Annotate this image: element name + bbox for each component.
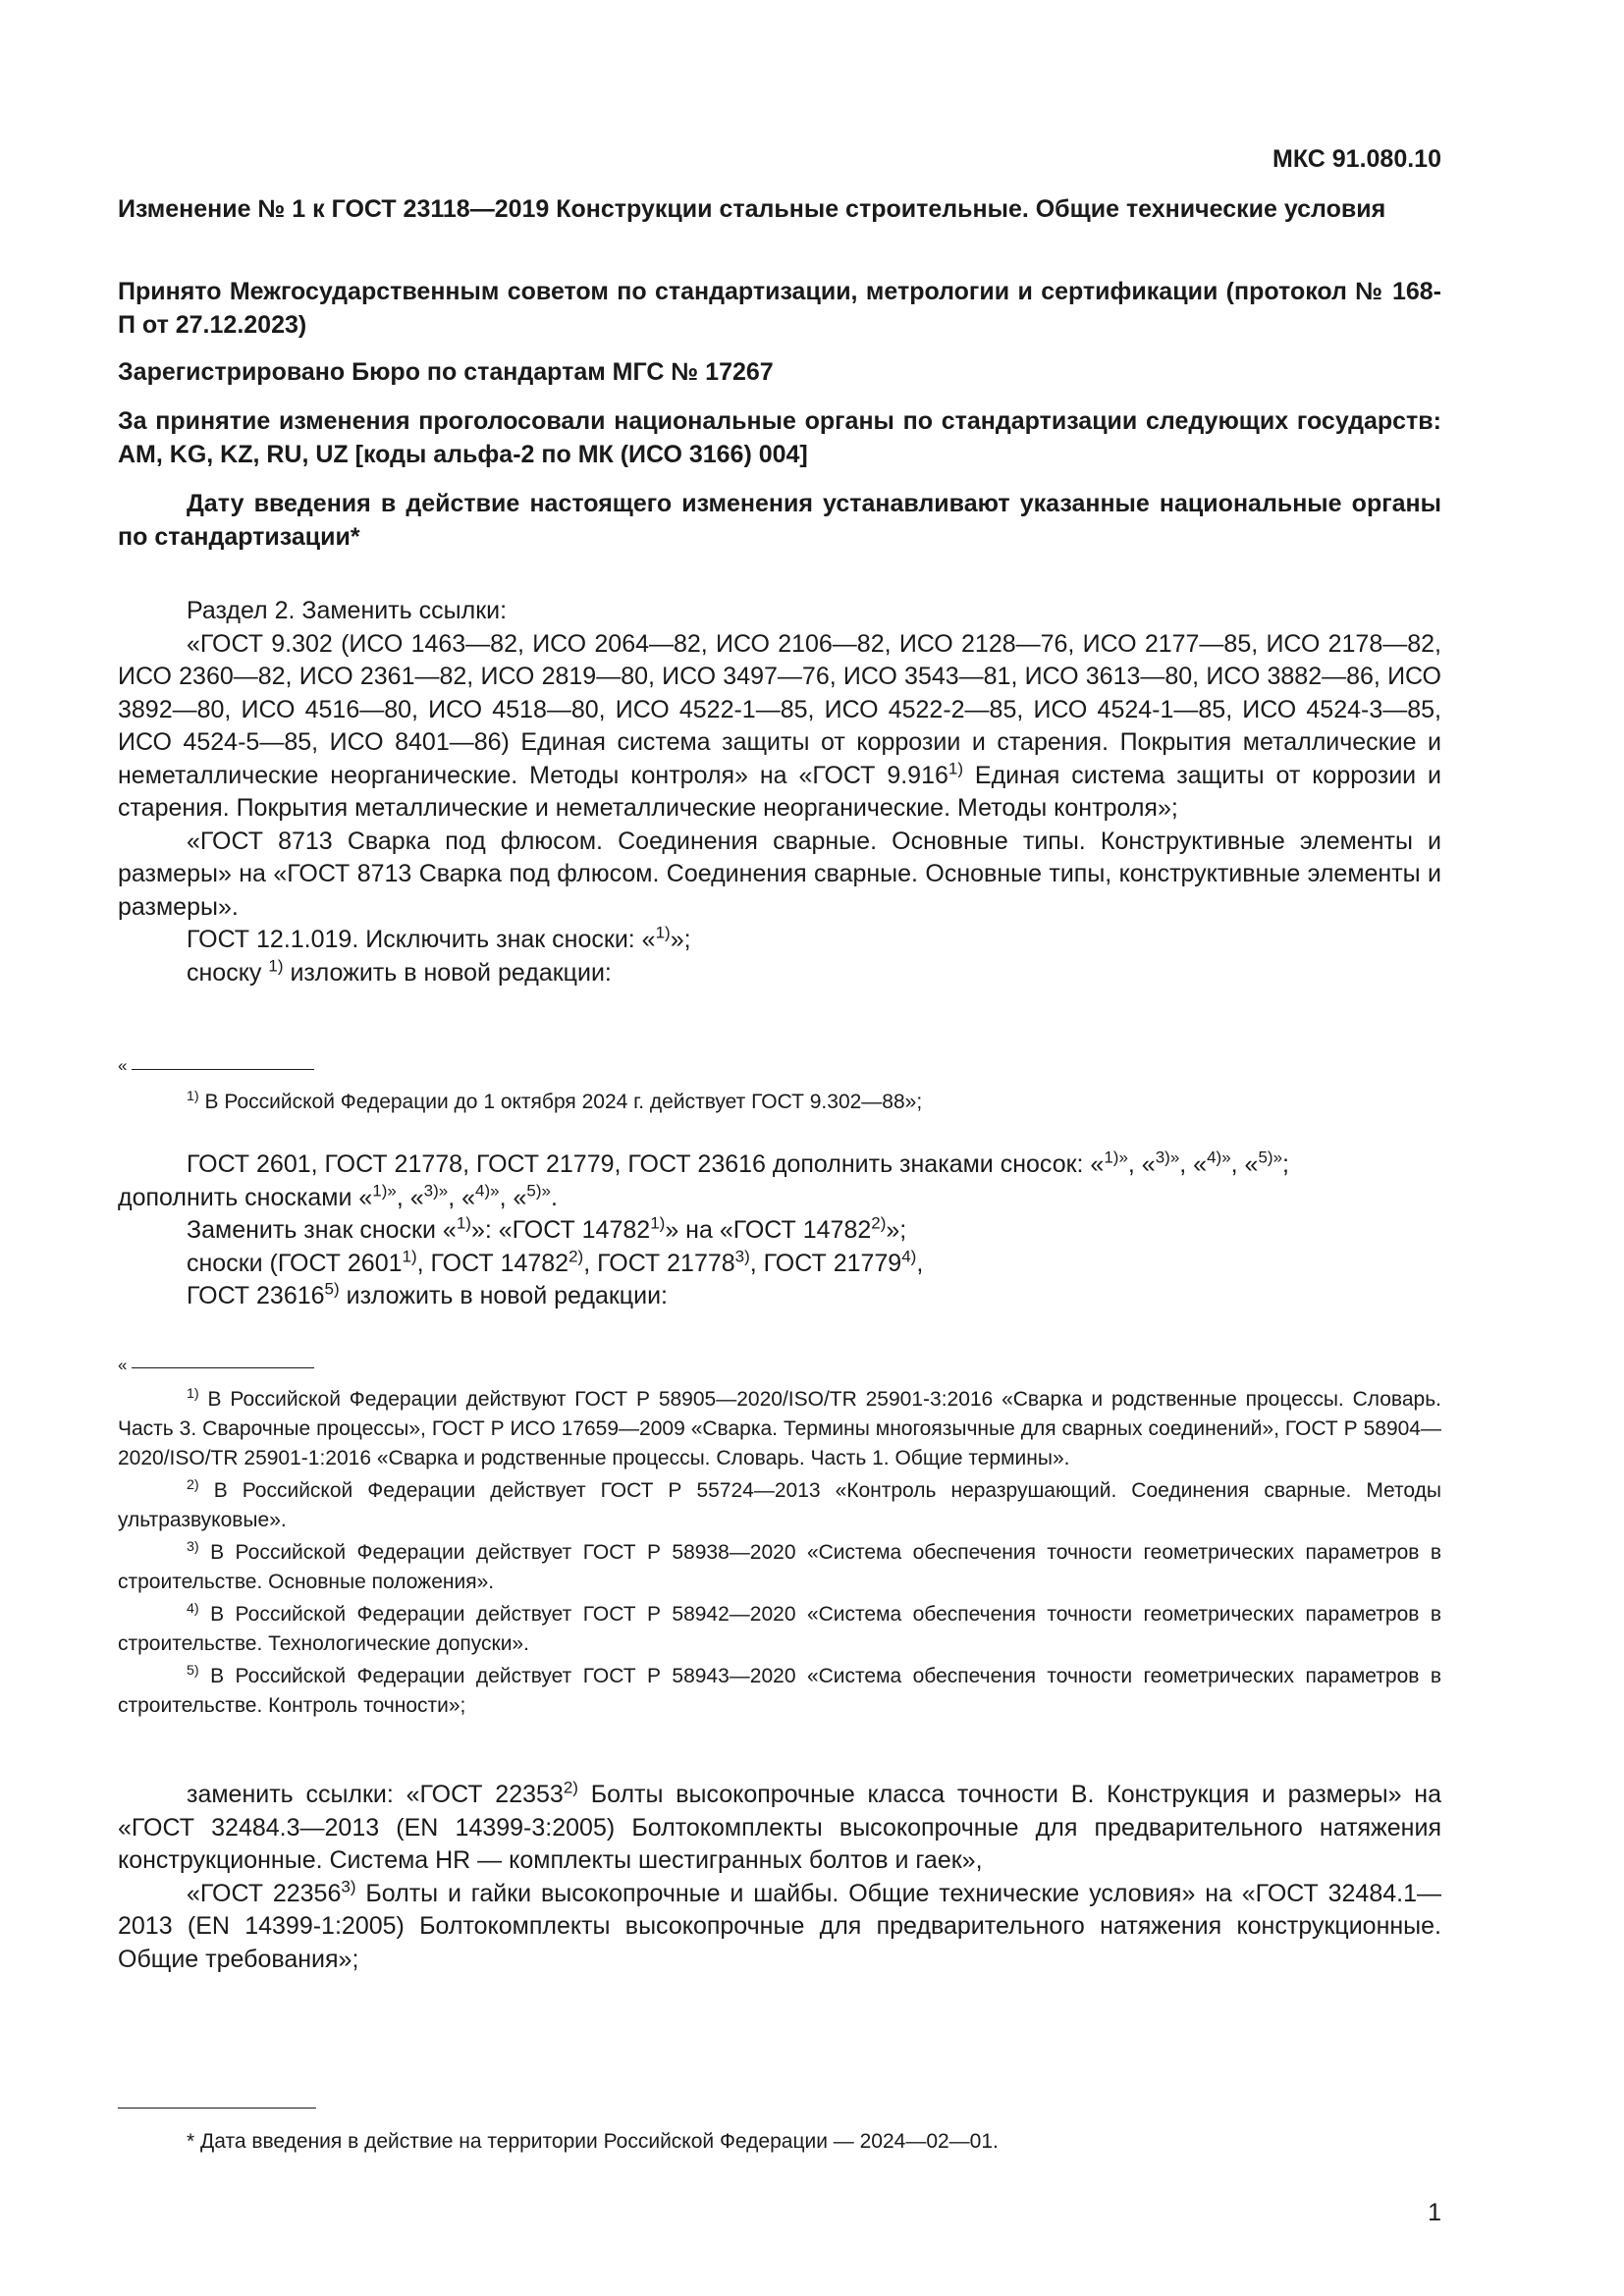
voting-statement: За принятие изменения проголосовали национальные органы по стандартизации следующих государств: AM, KG, KZ, RU, UZ [коды альфа-2 по МК (ИСО 3166) 004] <box>118 407 1441 468</box>
body-paragraph: ГОСТ 23616$^{5)}$ изложить в новой редакции: <box>187 1279 668 1309</box>
body-paragraph: заменить ссылки: «ГОСТ 22353$^{2)}$ Болты высокопрочные класса точности В. Конструкция и размеры» на «ГОСТ 32484.3—2013 (EN 14399-3:2005) Болтокомплекты высокопрочные для предварительного натяжения конструкционные. Система HR — комплекты шестигранных болтов и гаек», <box>118 1778 1441 1874</box>
footnote-item: $^{2)}$ В Российской Федерации действует ГОСТ Р 55724—2013 «Контроль неразрушающий. Соединения сварные. Методы ультразвуковые». <box>118 1477 1441 1531</box>
footnote-item: $^{4)}$ В Российской Федерации действует ГОСТ Р 58942—2020 «Система обеспечения точности геометрических параметров в строительстве. Технологические допуски». <box>118 1601 1441 1655</box>
body-paragraph: Раздел 2. Заменить ссылки: <box>187 597 508 624</box>
body-paragraph: Заменить знак сноски «$^{1)}$»: «ГОСТ 14782$^{1)}$» на «ГОСТ 14782$^{2)}$»; <box>187 1213 907 1244</box>
document-page <box>118 0 1441 2296</box>
body-paragraph: сноски (ГОСТ 2601$^{1)}$, ГОСТ 14782$^{2)}$, ГОСТ 21778$^{3)}$, ГОСТ 21779$^{4)}$, <box>187 1247 924 1277</box>
body-paragraph: сноску $^{1)}$ изложить в новой редакции: <box>187 956 612 987</box>
bolt-references <box>118 1779 1441 1976</box>
page-footnote: * Дата введения в действие на территории Российской Федерации — 2024—02—01. <box>187 2130 999 2153</box>
footnote-block-2 <box>118 1385 1441 1724</box>
footnote-item: $^{1)}$ В Российской Федерации действуют ГОСТ Р 58905—2020/ISO/TR 25901-3:2016 «Сварка и родственные процессы. Словарь. Часть 3. Сварочные процессы», ГОСТ Р ИСО 17659—2009 «Сварка. Термины многоязычные для сварных соединений», ГОСТ Р 58904—2020/ISO/TR 25901-1:2016 «Сварка и родственные процессы. Словарь. Часть 1. Общие термины». <box>118 1386 1441 1469</box>
adopted-statement: Принято Межгосударственным советом по стандартизации, метрологии и сертификации (протокол № 168-П от 27.12.2023) <box>118 278 1441 339</box>
open-quote-mark: « <box>118 1356 128 1374</box>
page-number: 1 <box>1428 2199 1441 2226</box>
footnote-item: $^{5)}$ В Российской Федерации действует ГОСТ Р 58943—2020 «Система обеспечения точности геометрических параметров в строительстве. Контроль точности»; <box>118 1663 1441 1717</box>
mks-code: МКС 91.080.10 <box>1272 145 1441 173</box>
body-paragraph: «ГОСТ 9.302 (ИСО 1463—82, ИСО 2064—82, ИСО 2106—82, ИСО 2128—76, ИСО 2177—85, ИСО 2178—82, ИСО 2360—82, ИСО 2361—82, ИСО 2819—80, ИСО 3497—76, ИСО 3543—81, ИСО 3613—80, ИСО 3882—86, ИСО 3892—80, ИСО 4516—80, ИСО 4518—80, ИСО 4522-1—85, ИСО 4522-2—85, ИСО 4524-1—85, ИСО 4524-3—85, ИСО 4524-5—85, ИСО 8401—86) Единая система защиты от коррозии и старения. Покрытия металлические и неметаллические неорганические. Методы контроля» на «ГОСТ 9.916$^{1)}$ Единая система защиты от коррозии и старения. Покрытия металлические и неметаллические неорганические. Методы контроля»; <box>118 629 1441 822</box>
registration-statement: Зарегистрировано Бюро по стандартам МГС № 17267 <box>118 358 774 386</box>
footnote-instructions <box>118 1148 1441 1313</box>
section-2-text <box>118 595 1441 989</box>
body-paragraph: «ГОСТ 22356$^{3)}$ Болты и гайки высокопрочные и шайбы. Общие технические условия» на «ГОСТ 32484.1—2013 (EN 14399-1:2005) Болтокомплекты высокопрочные для предварительного натяжения конструкционные. Общие требования»; <box>118 1877 1441 1973</box>
page-footnote-separator <box>118 2108 316 2109</box>
footnote-item: $^{1)}$ В Российской Федерации до 1 октября 2024 г. действует ГОСТ 9.302—88»; <box>187 1089 923 1113</box>
footnote-block-1 <box>118 1088 1441 1120</box>
open-quote-mark: « <box>118 1056 128 1075</box>
footnote-item: $^{3)}$ В Российской Федерации действует ГОСТ Р 58938—2020 «Система обеспечения точности геометрических параметров в строительстве. Основные положения». <box>118 1539 1441 1593</box>
body-paragraph: ГОСТ 12.1.019. Исключить знак сноски: «$^{1)}$»; <box>187 923 691 953</box>
footnote-separator <box>132 1367 314 1368</box>
effective-date-statement: Дату введения в действие настоящего изменения устанавливают указанные национальные органы по стандартизации* <box>118 490 1441 551</box>
amendment-title: Изменение № 1 к ГОСТ 23118—2019 Конструкции стальные строительные. Общие технические условия <box>118 195 1386 223</box>
body-paragraph: «ГОСТ 8713 Сварка под флюсом. Соединения сварные. Основные типы. Конструктивные элементы и размеры» на «ГОСТ 8713 Сварка под флюсом. Соединения сварные. Основные типы, конструктивные элементы и размеры». <box>118 827 1441 921</box>
footnote-separator <box>132 1069 314 1070</box>
body-paragraph: ГОСТ 2601, ГОСТ 21778, ГОСТ 21779, ГОСТ 23616 дополнить знаками сносок: «$^{1)»}$, «$^{3)»}$, «$^{4)»}$, «$^{5)»}$; дополнить сносками «$^{1)»}$, «$^{3)»}$, «$^{4)»}$, «$^{5)»}$. <box>118 1148 1289 1211</box>
